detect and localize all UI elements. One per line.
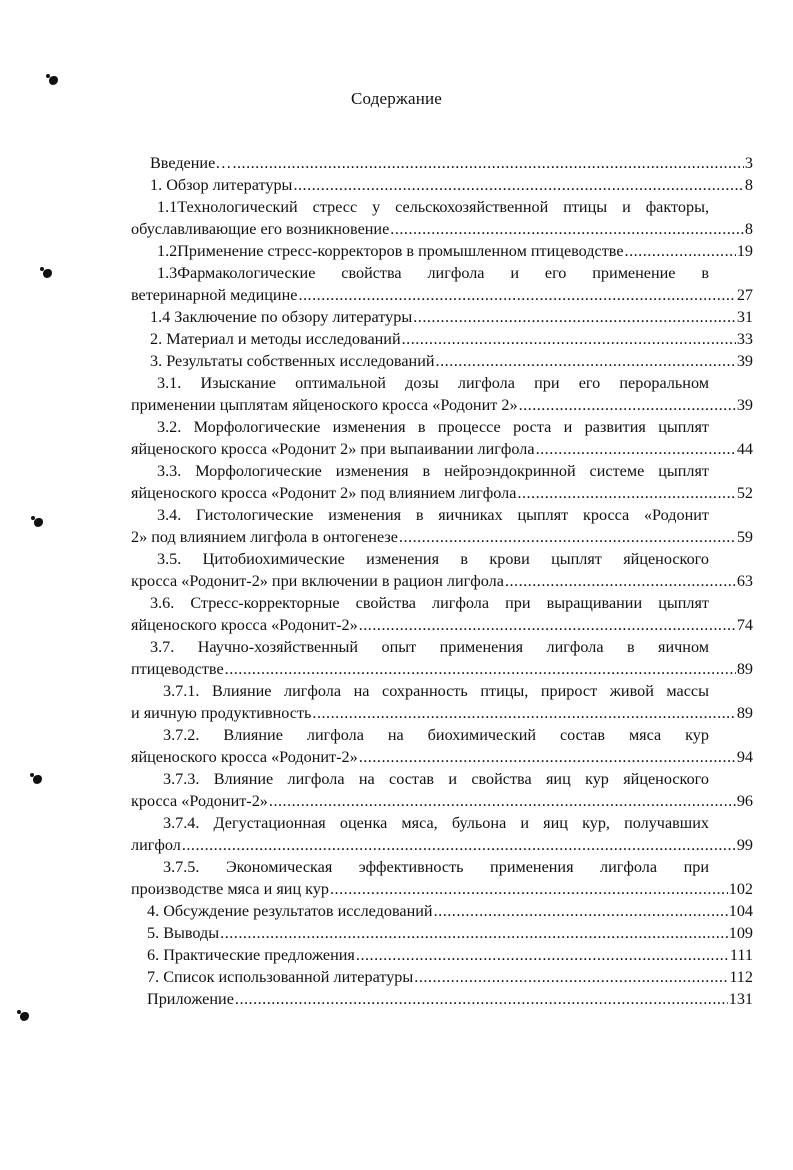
toc-entry-text: обуславливающие его возникновение — [131, 220, 390, 238]
toc-entry-page: 27 — [736, 286, 753, 304]
toc-entry-line1: 3.7.5. Экономическая эффективность применения лигфола при — [163, 858, 709, 876]
toc-entry-page: 102 — [728, 880, 753, 898]
dot-leader — [434, 900, 728, 922]
dot-leader — [402, 328, 736, 350]
dot-leader — [519, 394, 736, 416]
toc-entry-text: яйценоского кросса «Родонит-2» — [131, 616, 358, 634]
toc-entry-page: 8 — [744, 176, 753, 194]
toc-entry-text: 2. Материал и методы исследований — [150, 330, 401, 348]
toc-entry-line1: 3.6. Стресс-корректорные свойства лигфола при выращивании цыплят — [150, 594, 709, 612]
toc-entry-page: 89 — [736, 704, 753, 722]
toc-entry-text: 1. Обзор литературы — [150, 176, 293, 194]
toc-entry-page: 3 — [744, 154, 753, 172]
toc-entry-page: 52 — [736, 484, 753, 502]
toc-entry-page: 63 — [736, 572, 753, 590]
toc-entry — [131, 614, 753, 636]
toc-entry-text: Приложение — [147, 990, 234, 1008]
toc-entry — [150, 350, 753, 372]
dot-leader — [220, 922, 728, 944]
toc-entry-line1: 3.7.4. Дегустационная оценка мяса, бульона и яиц кур, получавших — [163, 814, 709, 832]
dot-leader — [330, 878, 728, 900]
toc-entry — [147, 922, 753, 944]
toc-entry — [147, 966, 753, 988]
page-title: Содержание — [350, 89, 443, 108]
toc-entry-text: птицеводстве — [131, 660, 224, 678]
toc-entry-page: 112 — [729, 968, 753, 986]
toc-entry-text: яйценоского кросса «Родонит 2» при выпаивании лигфола — [131, 440, 535, 458]
toc-entry — [150, 306, 753, 328]
dot-leader — [413, 306, 736, 328]
toc-entry-text: лигфол — [131, 836, 181, 854]
toc-entry-line1: 1.1Технологический стресс у сельскохозяйственной птицы и факторы, — [157, 198, 709, 216]
toc-entry — [131, 834, 753, 856]
dot-leader — [436, 350, 736, 372]
toc-entry-line1: 3.4. Гистологические изменения в яичниках цыплят кросса «Родонит — [157, 506, 709, 524]
toc-entry-line1: 3.7.2. Влияние лигфола на биохимический состав мяса кур — [163, 726, 709, 744]
toc-entry-page: 39 — [736, 396, 753, 414]
dot-leader — [536, 438, 736, 460]
toc-entry-line1: 3.7.3. Влияние лигфола на состав и свойства яиц кур яйценоского — [163, 770, 709, 788]
dot-leader — [414, 966, 728, 988]
dot-leader — [505, 570, 736, 592]
toc-entry-page: 89 — [736, 660, 753, 678]
dot-leader — [232, 152, 743, 174]
toc-entry-page: 131 — [728, 990, 753, 1008]
toc-entry — [131, 878, 753, 900]
dot-leader — [517, 482, 735, 504]
toc-entry — [150, 174, 753, 196]
toc-entry-page: 109 — [728, 924, 753, 942]
toc-entry — [131, 526, 753, 548]
dot-leader — [359, 614, 736, 636]
toc-entry — [150, 328, 753, 350]
toc-entry — [147, 900, 753, 922]
dot-leader — [182, 834, 736, 856]
toc-entry-text: Введение… — [150, 154, 232, 172]
toc-entry — [131, 218, 753, 240]
toc-entry-line1: 3.3. Морфологические изменения в нейроэндокринной системе цыплят — [157, 462, 709, 480]
toc-entry-page: 8 — [744, 220, 753, 238]
toc-entry — [150, 152, 753, 174]
dot-leader — [293, 174, 743, 196]
toc-entry-page: 44 — [736, 440, 753, 458]
dot-leader — [225, 658, 736, 680]
dot-leader — [625, 240, 736, 262]
toc-entry-page: 99 — [736, 836, 753, 854]
dot-leader — [390, 218, 744, 240]
toc-entry — [131, 658, 753, 680]
toc-entry-text: 6. Практические предложения — [147, 946, 355, 964]
toc-entry-line1: 3.7.1. Влияние лигфола на сохранность птицы, прирост живой массы — [163, 682, 709, 700]
toc-entry-text: 3. Результаты собственных исследований — [150, 352, 435, 370]
toc-entry-page: 74 — [736, 616, 753, 634]
toc-entry-page: 19 — [736, 242, 753, 260]
dot-leader — [359, 746, 736, 768]
toc-entry — [131, 790, 753, 812]
toc-entry-text: 5. Выводы — [147, 924, 220, 942]
toc-entry — [147, 944, 753, 966]
toc-entry — [157, 240, 753, 262]
toc-entry-text: 7. Список использованной литературы — [147, 968, 414, 986]
toc-entry — [131, 284, 753, 306]
toc-entry-text: 1.2Применение стресс-корректоров в промышленном птицеводстве — [157, 242, 624, 260]
toc-entry-text: яйценоского кросса «Родонит-2» — [131, 748, 358, 766]
toc-entry-page: 39 — [736, 352, 753, 370]
toc-entry — [131, 570, 753, 592]
toc-entry-line1: 3.2. Морфологические изменения в процессе роста и развития цыплят — [157, 418, 709, 436]
toc-entry-page: 31 — [736, 308, 753, 326]
toc-entry — [147, 988, 753, 1010]
dot-leader — [356, 944, 729, 966]
toc-entry — [131, 746, 753, 768]
toc-entry-line1: 3.1. Изыскание оптимальной дозы лигфола при его пероральном — [157, 374, 709, 392]
toc-entry-text: и яичную продуктивность — [131, 704, 312, 722]
toc-entry-text: 4. Обсуждение результатов исследований — [147, 902, 433, 920]
toc-entry-text: 2» под влиянием лигфола в онтогенезе — [131, 528, 398, 546]
toc-entry — [131, 702, 753, 724]
toc-entry — [131, 482, 753, 504]
dot-leader — [235, 988, 728, 1010]
dot-leader — [298, 284, 735, 306]
toc-entry-text: кросса «Родонит-2» при включении в рацион лигфола — [131, 572, 504, 590]
scan-mark-1 — [49, 76, 58, 85]
toc-entry-text: применении цыплятам яйценоского кросса «Родонит 2» — [131, 396, 518, 414]
dot-leader — [312, 702, 735, 724]
toc-entry-page: 94 — [736, 748, 753, 766]
toc-entry-text: ветеринарной медицине — [131, 286, 298, 304]
scan-mark-3 — [34, 518, 43, 527]
toc-entry-text: кросса «Родонит-2» — [131, 792, 268, 810]
toc-entry-page: 96 — [736, 792, 753, 810]
scan-mark-5 — [20, 1012, 29, 1021]
toc-entry-page: 104 — [728, 902, 753, 920]
toc-entry-text: 1.4 Заключение по обзору литературы — [150, 308, 413, 326]
scan-mark-4 — [33, 775, 42, 784]
toc-entry-line1: 3.7. Научно-хозяйственный опыт применения лигфола в яичном — [150, 638, 709, 656]
scan-mark-2 — [43, 269, 52, 278]
toc-entry-page: 33 — [736, 330, 753, 348]
toc-entry-page: 59 — [736, 528, 753, 546]
toc-entry-line1: 3.5. Цитобиохимические изменения в крови цыплят яйценоского — [157, 550, 709, 568]
dot-leader — [399, 526, 736, 548]
toc-entry-page: 111 — [729, 946, 753, 964]
toc-entry-text: яйценоского кросса «Родонит 2» под влиянием лигфола — [131, 484, 517, 502]
dot-leader — [269, 790, 736, 812]
toc-entry — [131, 438, 753, 460]
toc-entry-line1: 1.3Фармакологические свойства лигфола и его применение в — [157, 264, 709, 282]
toc-entry-text: производстве мяса и яиц кур — [131, 880, 329, 898]
toc-entry — [131, 394, 753, 416]
